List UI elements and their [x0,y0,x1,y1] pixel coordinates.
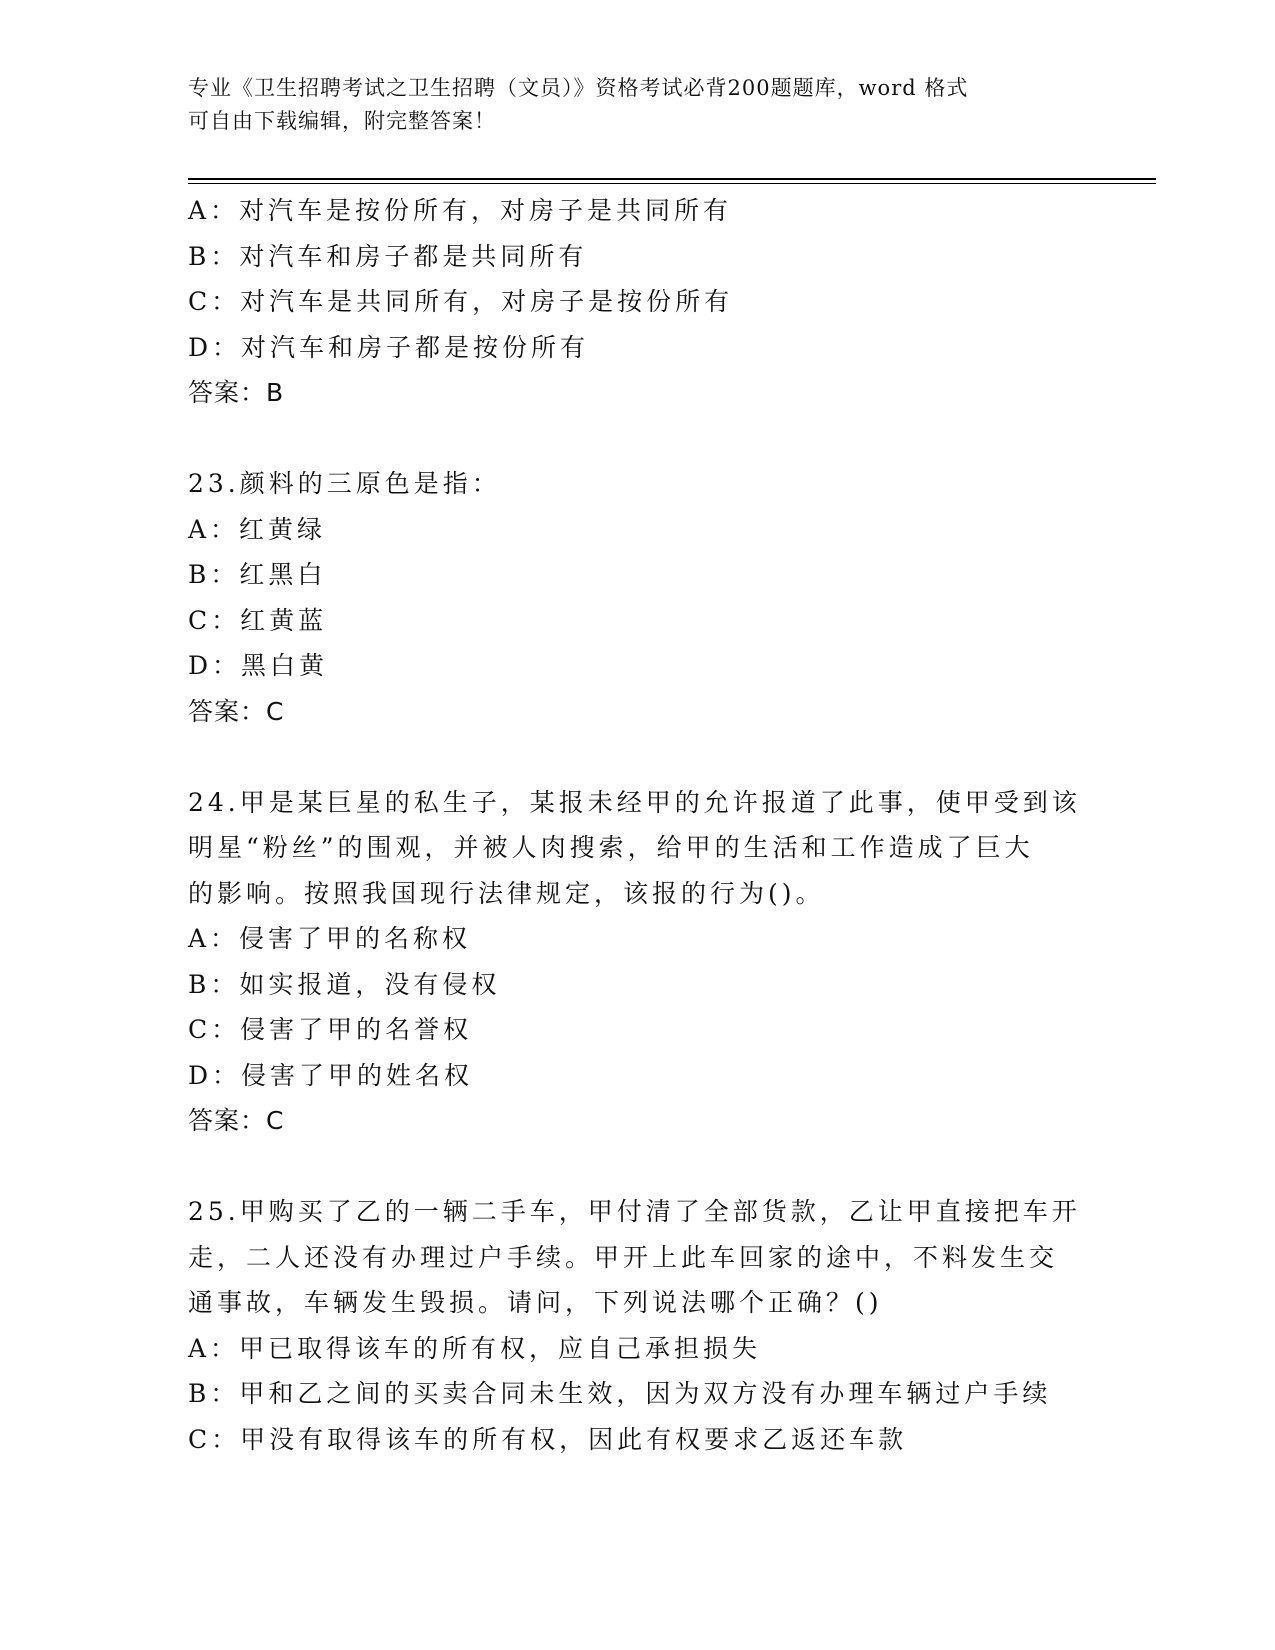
spacer [188,416,1088,462]
question-text: 25.甲购买了乙的一辆二手车，甲付清了全部货款，乙让甲直接把车开 [188,1197,1081,1226]
spacer [188,734,1088,780]
header-title-line-1: 专业《卫生招聘考试之卫生招聘（文员）》资格考试必背200题题库，word 格式 [188,76,969,100]
option-a: A：甲已取得该车的所有权，应自己承担损失 [188,1333,762,1363]
option-b: B：对汽车和房子都是共同所有 [188,241,588,271]
question-text: 24.甲是某巨星的私生子，某报未经甲的允许报道了此事，使甲受到该 [188,787,1081,817]
header-divider-thick [188,178,1156,180]
option-d: D：侵害了甲的姓名权 [188,1060,474,1090]
option-c: C：侵害了甲的名誉权 [188,1015,473,1044]
option-b: B：红黑白 [188,560,327,589]
answer-line: 答案：B [188,378,285,407]
option-a: A：侵害了甲的名称权 [188,924,472,953]
option-a: A：红黄绿 [188,514,327,544]
question-text: 走，二人还没有办理过户手续。甲开上此车回家的途中，不料发生交 [188,1242,1059,1272]
option-b: B：如实报道，没有侵权 [188,969,501,999]
header-divider-thin [188,183,1156,184]
question-text: 23.颜料的三原色是指： [188,469,501,498]
option-d: D：黑白黄 [188,651,329,680]
question-text: 明星“粉丝”的围观，并被人肉搜索，给甲的生活和工作造成了巨大 [188,833,1034,862]
page-header [188,72,1088,138]
option-c: C：红黄蓝 [188,605,328,635]
question-23 [188,461,1088,734]
option-c: C：甲没有取得该车的所有权，因此有权要求乙返还车款 [188,1424,908,1454]
answer-line: 答案：C [188,1106,285,1135]
question-22 [188,188,1088,416]
answer-line: 答案：C [188,696,285,726]
header-title-line-2: 可自由下载编辑，附完整答案！ [188,109,496,133]
question-25 [188,1189,1088,1462]
option-d: D：对汽车和房子都是按份所有 [188,332,590,362]
question-text: 的影响。按照我国现行法律规定，该报的行为()。 [188,878,825,908]
spacer [188,1144,1088,1190]
option-b: B：甲和乙之间的买卖合同未生效，因为双方没有办理车辆过户手续 [188,1379,1052,1408]
question-list [188,188,1088,1462]
question-24 [188,780,1088,1144]
question-text: 通事故，车辆发生毁损。请问，下列说法哪个正确？() [188,1288,883,1317]
option-c: C：对汽车是共同所有，对房子是按份所有 [188,287,734,316]
option-a: A：对汽车是按份所有，对房子是共同所有 [188,196,733,225]
